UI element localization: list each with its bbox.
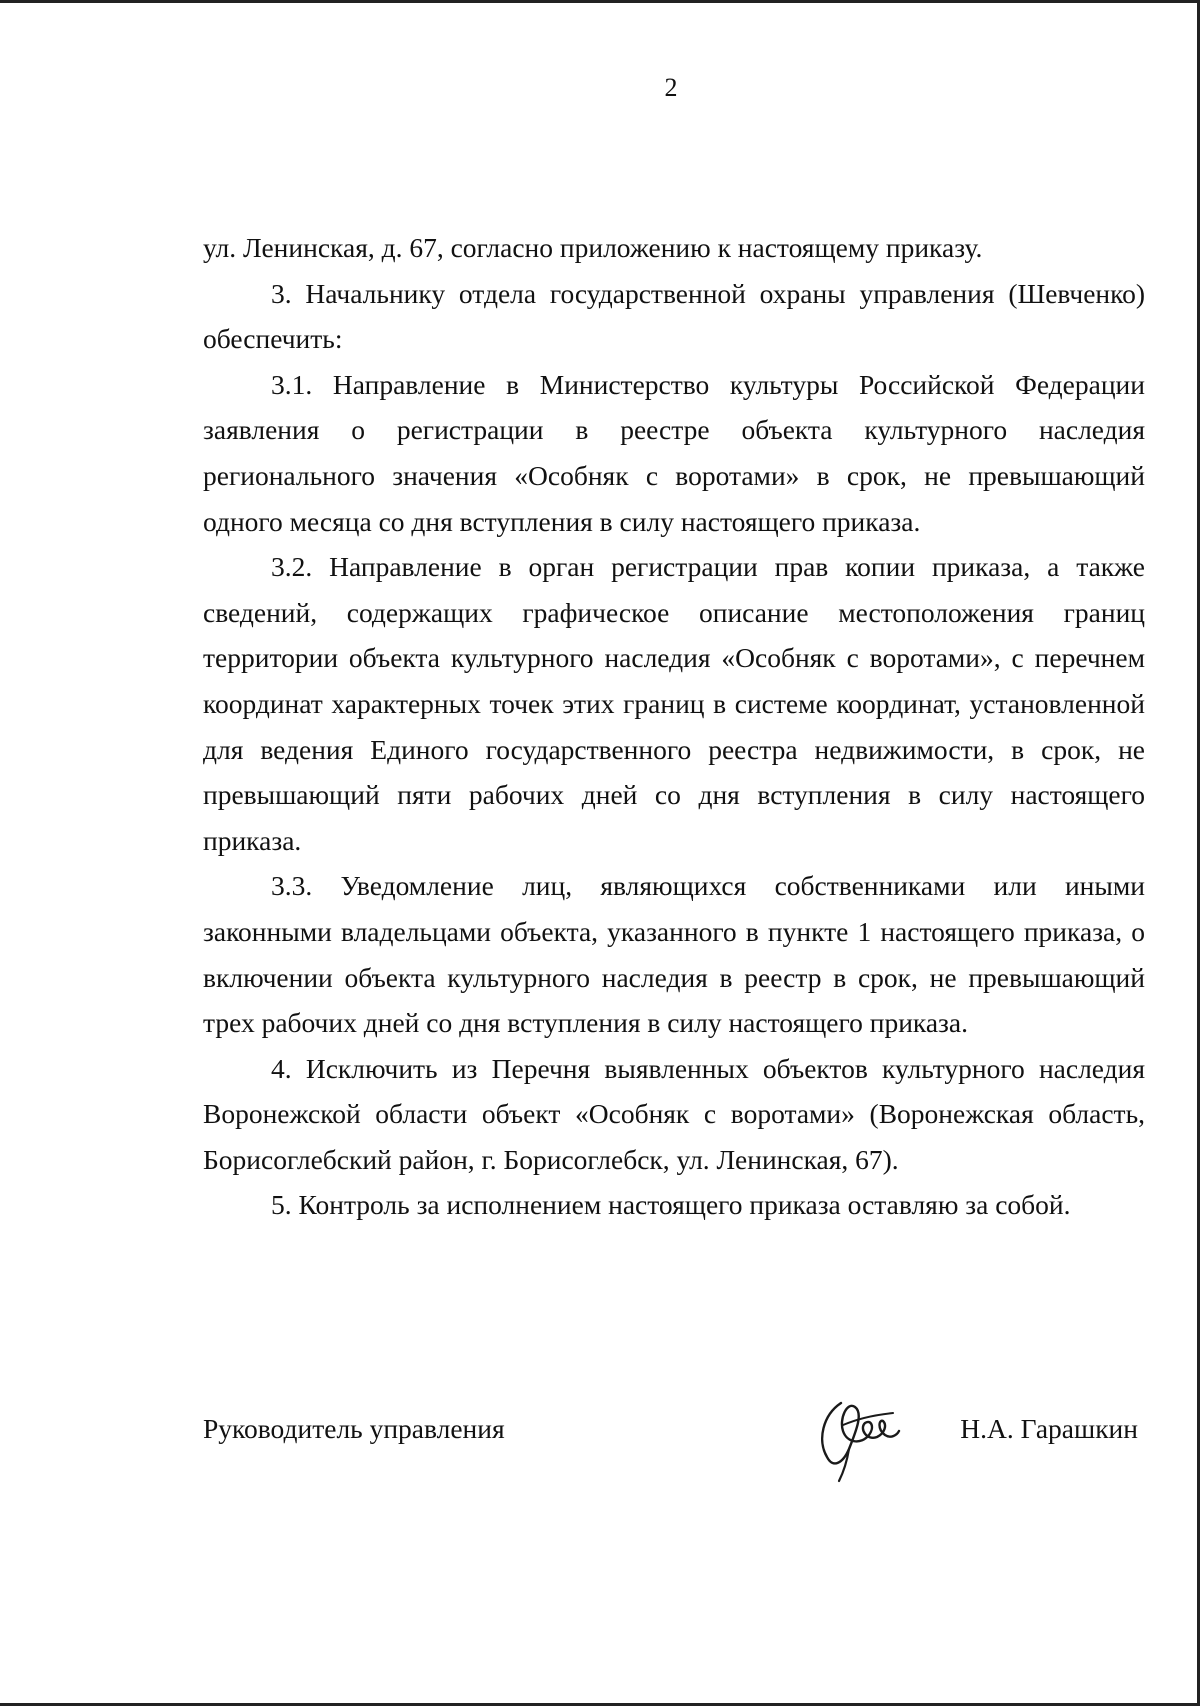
paragraph-item-3-2: 3.2. Направление в орган регистрации прав копии приказа, а также сведений, содержащих графическое описание местоположения границ территории объекта культурного наследия «Особняк с воротами», с перечнем координат характерных точек этих границ в системе координат, установленной для ведения Единого государственного реестра недвижимости, в срок, не превышающий пяти рабочих дней со дня вступления в силу настоящего приказа. — [203, 551, 1145, 856]
document-body — [203, 225, 1145, 1228]
paragraph-item-3-3: 3.3. Уведомление лиц, являющихся собственниками или иными законными владельцами объекта, указанного в пункте 1 настоящего приказа, о включении объекта культурного наследия в реестр в срок, не превышающий трех рабочих дней со дня вступления в силу настоящего приказа. — [203, 870, 1145, 1039]
paragraph-item-4: 4. Исключить из Перечня выявленных объектов культурного наследия Воронежской области объект «Особняк с воротами» (Воронежская область, Борисоглебский район, г. Борисоглебск, ул. Ленинская, 67). — [203, 1052, 1145, 1175]
paragraph-item-5: 5. Контроль за исполнением настоящего приказа оставляю за собой. — [271, 1189, 1071, 1221]
signature-block — [203, 1413, 1145, 1473]
handwritten-signature — [813, 1385, 903, 1485]
page-number: 2 — [664, 73, 678, 102]
paragraph-item-3: 3. Начальнику отдела государственной охраны управления (Шевченко) обеспечить: — [203, 277, 1145, 355]
signer-title: Руководитель управления — [203, 1413, 505, 1444]
paragraph-continuation: ул. Ленинская, д. 67, согласно приложению к настоящему приказу. — [203, 232, 983, 263]
paragraph-item-3-1: 3.1. Направление в Министерство культуры Российской Федерации заявления о регистрации в реестре объекта культурного наследия регионального значения «Особняк с воротами» в срок, не превышающий одного месяца со дня вступления в силу настоящего приказа. — [203, 368, 1145, 537]
signer-name: Н.А. Гарашкин — [960, 1413, 1138, 1444]
